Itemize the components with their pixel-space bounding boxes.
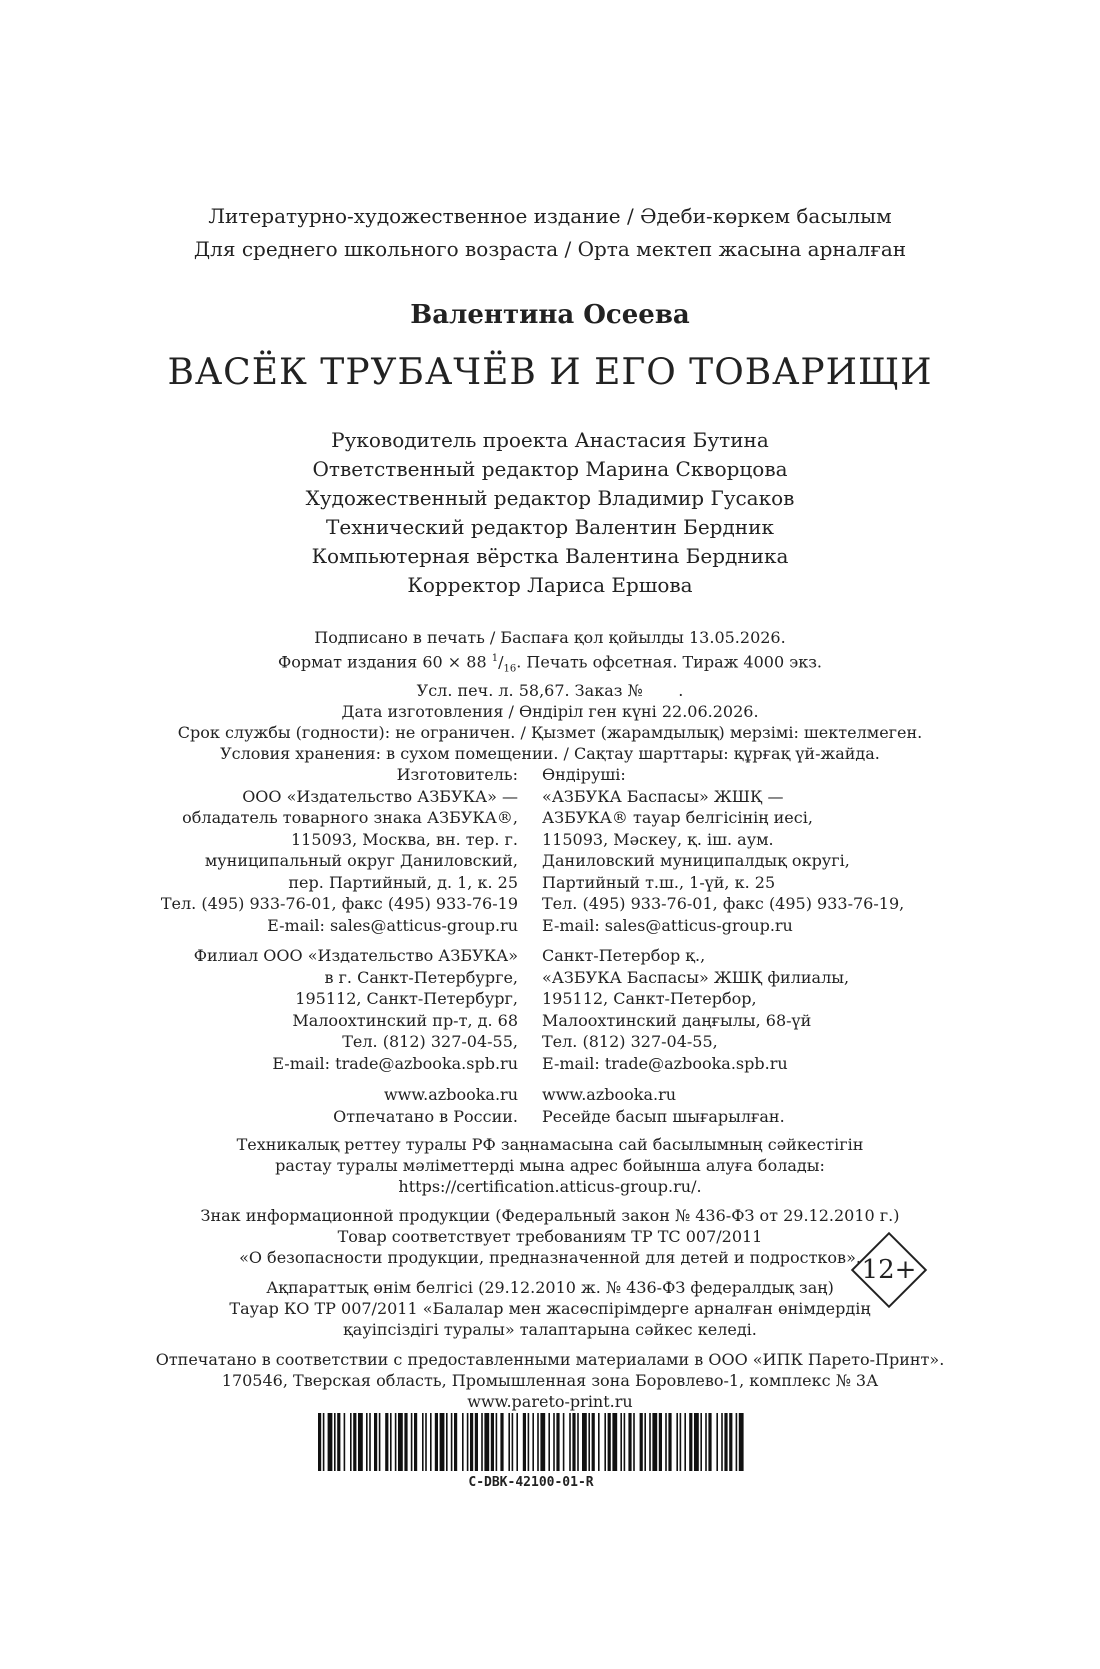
barcode-bar — [548, 1413, 550, 1471]
info-sign-line: Тауар КО ТР 007/2011 «Балалар мен жасөспірімдерге арналған өнімдердің — [229, 1299, 871, 1318]
info-sign-line: «О безопасности продукции, предназначенной для детей и подростков». — [239, 1248, 861, 1267]
barcode-bar — [572, 1413, 575, 1471]
info-sign-line: қауіпсіздігі туралы» талаптарына сәйкес келеді. — [343, 1320, 757, 1339]
address-line: E-mail: sales@atticus-group.ru — [542, 915, 793, 935]
address-line: 115093, Москва, вн. тер. г. — [291, 829, 518, 849]
address-line: E-mail: trade@azbooka.spb.ru — [272, 1053, 518, 1073]
genre-block — [0, 200, 1100, 266]
address-line: E-mail: sales@atticus-group.ru — [267, 915, 518, 935]
address-line: Филиал ООО «Издательство АЗБУКА» — [193, 946, 518, 965]
barcode-bar — [569, 1413, 571, 1471]
branch-ru — [194, 945, 518, 1074]
credit-line: Ответственный редактор Марина Скворцова — [312, 457, 788, 481]
barcode-bar — [739, 1413, 744, 1471]
address-line: Малоохтинский пр-т, д. 68 — [292, 1010, 518, 1030]
barcode-bar — [430, 1413, 432, 1471]
credit-line: Руководитель проекта Анастасия Бутина — [331, 428, 769, 452]
barcode-bar — [708, 1413, 711, 1471]
barcode-label: C-DBK-42100-01-R — [468, 1475, 594, 1490]
book-title: ВАСЁК ТРУБАЧЁВ И ЕГО ТОВАРИЩИ — [167, 352, 933, 393]
barcode-bar — [665, 1413, 667, 1471]
address-line: АЗБУКА® тауар белгісінің иесі, — [542, 808, 813, 827]
barcode-bar — [344, 1413, 346, 1471]
address-line: Изготовитель: — [396, 765, 518, 784]
credit-line: Корректор Лариса Ершова — [407, 573, 693, 597]
info-sign-block — [0, 1205, 1100, 1268]
barcode-bar — [540, 1413, 545, 1471]
format-suffix: . Печать офсетная. Тираж 4000 экз. — [516, 652, 822, 672]
age-rating-badge — [851, 1232, 927, 1308]
barcode-bar — [577, 1413, 579, 1471]
tech-reg-line: Техникалық реттеу туралы РФ заңнамасына сай басылымның сәйкестігін — [236, 1135, 864, 1154]
printer-line: Отпечатано в соответствии с предоставленными материалами в ООО «ИПК Парето-Принт». — [155, 1350, 945, 1369]
barcode-bar — [337, 1413, 340, 1471]
barcode-bar — [694, 1413, 699, 1471]
barcode-bar — [516, 1413, 518, 1471]
barcode-bar — [467, 1413, 469, 1471]
branch-kz — [542, 945, 849, 1074]
info-sign-line: Знак информационной продукции (Федеральный закон № 436-ФЗ от 29.12.2010 г.) — [200, 1206, 900, 1225]
barcode-bar — [633, 1413, 635, 1471]
barcode-bar — [508, 1413, 510, 1471]
barcode-bar — [350, 1413, 352, 1471]
info-sign-line: Ақпараттық өнім белгісі (29.12.2010 ж. № 436-ФЗ федералдық заң) — [266, 1278, 834, 1297]
manufacturer-kz — [542, 764, 904, 936]
address-line: обладатель товарного знака АЗБУКА®, — [182, 808, 518, 827]
address-line: Тел. (812) 327-04-55, — [342, 1032, 518, 1051]
barcode-bar — [700, 1413, 702, 1471]
barcode-bar — [398, 1413, 403, 1471]
format-fraction-num: 1 — [491, 653, 499, 664]
website-link: www.azbooka.ru — [383, 1085, 518, 1104]
printed-in: Ресейде басып шығарылған. — [542, 1106, 785, 1126]
barcode-bar — [640, 1413, 643, 1471]
barcode-bar — [374, 1413, 377, 1471]
barcode-bar — [328, 1413, 333, 1471]
barcode-bar — [563, 1413, 565, 1471]
barcode-bar — [556, 1413, 559, 1471]
credit-line: Компьютерная вёрстка Валентина Бердника — [311, 544, 789, 568]
barcode-bar — [724, 1413, 727, 1471]
barcode-bar — [484, 1413, 489, 1471]
barcode-bar — [334, 1413, 336, 1471]
barcode-bar — [649, 1413, 651, 1471]
address-line: Тел. (495) 933-76-01, факс (495) 933-76-19 — [160, 894, 518, 913]
barcode-bar — [379, 1413, 381, 1471]
barcode — [318, 1413, 744, 1497]
certification-url: https://certification.atticus-group.ru/. — [398, 1177, 702, 1196]
barcode-bar — [481, 1413, 483, 1471]
address-line: «АЗБУКА Баспасы» ЖШҚ — — [542, 786, 784, 806]
barcode-bar — [592, 1413, 595, 1471]
barcode-bar — [624, 1413, 626, 1471]
barcode-bar — [705, 1413, 707, 1471]
address-line: пер. Партийный, д. 1, к. 25 — [288, 872, 518, 892]
address-line: в г. Санкт-Петербурге, — [324, 967, 518, 987]
address-line: ООО «Издательство АЗБУКА» — — [242, 786, 518, 806]
sheets-line: Усл. печ. л. 58,67. Заказ № . — [416, 680, 684, 700]
barcode-bar — [496, 1413, 498, 1471]
print-info-block — [0, 627, 1100, 764]
barcode-bar — [446, 1413, 448, 1471]
barcode-bar — [598, 1413, 600, 1471]
barcode-bar — [604, 1413, 606, 1471]
barcode-bar — [652, 1413, 657, 1471]
barcode-bar — [608, 1413, 611, 1471]
barcode-bar — [721, 1413, 723, 1471]
barcode-bar — [689, 1413, 692, 1471]
address-line: Даниловский муниципалдық округі, — [542, 851, 850, 870]
barcode-bar — [422, 1413, 424, 1471]
printer-website: www.pareto-print.ru — [467, 1392, 633, 1411]
manufacture-date: Дата изготовления / Өндіріл ген күні 22.06.2026. — [341, 701, 759, 721]
barcode-bar — [369, 1413, 371, 1471]
address-line: 115093, Мәскеу, қ. іш. аум. — [542, 829, 774, 849]
format-line: Формат издания 60 × 88 $^1/_{16}$. Печать офсетная. Тираж 4000 экз. — [277, 652, 822, 675]
format-prefix: Формат издания 60 × 88 — [277, 652, 492, 672]
barcode-bar — [425, 1413, 427, 1471]
barcode-bar — [676, 1413, 678, 1471]
barcode-bar — [736, 1413, 738, 1471]
address-line: Партийный т.ш., 1-үй, к. 25 — [542, 872, 776, 892]
website-link: www.azbooka.ru — [542, 1085, 677, 1104]
author-name: Валентина Осеева — [410, 300, 690, 330]
address-line: Санкт-Петербор қ., — [542, 946, 706, 965]
barcode-bar — [553, 1413, 555, 1471]
age-rating-text: 12+ — [861, 1255, 917, 1285]
barcode-bar — [414, 1413, 417, 1471]
barcode-bar — [628, 1413, 631, 1471]
printer-address: 170546, Тверская область, Промышленная зона Боровлево-1, комплекс № 3А — [221, 1371, 879, 1390]
address-line: 195112, Санкт-Петербор, — [542, 989, 757, 1008]
barcode-bar — [620, 1413, 622, 1471]
barcode-bar — [435, 1413, 438, 1471]
barcode-bar — [390, 1413, 392, 1471]
barcode-bar — [475, 1413, 478, 1471]
barcode-bar — [532, 1413, 534, 1471]
barcode-bar — [366, 1413, 368, 1471]
barcode-bar — [404, 1413, 407, 1471]
address-line: Малоохтинский даңғылы, 68-үй — [542, 1010, 812, 1030]
barcode-bar — [528, 1413, 530, 1471]
address-line: муниципальный округ Даниловский, — [204, 851, 518, 870]
address-line: 195112, Санкт-Петербург, — [295, 989, 518, 1008]
barcode-bar — [470, 1413, 473, 1471]
web-block — [0, 1084, 1100, 1128]
barcode-bar — [454, 1413, 457, 1471]
barcode-bar — [612, 1413, 617, 1471]
age-group-line: Для среднего школьного возраста / Орта мектеп жасына арналған — [193, 237, 907, 261]
barcode-bar — [451, 1413, 453, 1471]
barcode-bar — [358, 1413, 363, 1471]
manufacturer-block — [0, 764, 1100, 936]
barcode-icon — [318, 1413, 744, 1471]
barcode-bar — [395, 1413, 397, 1471]
barcode-bar — [523, 1413, 526, 1471]
signed-date: Подписано в печать / Баспаға қол қойылды 13.05.2026. — [314, 628, 786, 647]
barcode-bar — [512, 1413, 514, 1471]
address-line: «АЗБУКА Баспасы» ЖШҚ филиалы, — [542, 967, 850, 987]
barcode-bar — [644, 1413, 646, 1471]
branch-block — [0, 945, 1100, 1076]
barcode-bar — [385, 1413, 388, 1471]
format-fraction-den: 16 — [503, 663, 517, 675]
shelf-life: Срок службы (годности): не ограничен. / Қызмет (жарамдылық) мерзімі: шектелмеген. — [177, 722, 923, 742]
address-line: Өндіруші: — [542, 765, 626, 784]
credit-line: Технический редактор Валентин Бердник — [326, 515, 774, 539]
barcode-bar — [462, 1413, 464, 1471]
barcode-bar — [537, 1413, 539, 1471]
barcode-bar — [588, 1413, 590, 1471]
manufacturer-ru — [161, 764, 518, 936]
info-sign-line: Товар соответствует требованиям ТР ТС 007/2011 — [337, 1227, 763, 1246]
barcode-bar — [684, 1413, 686, 1471]
genre-line: Литературно-художественное издание / Әдеби-көркем басылым — [208, 204, 892, 228]
barcode-bar — [668, 1413, 671, 1471]
address-line: E-mail: trade@azbooka.spb.ru — [542, 1053, 788, 1073]
printed-in: Отпечатано в России. — [333, 1106, 518, 1126]
printer-block — [0, 1349, 1100, 1412]
barcode-bar — [318, 1413, 321, 1471]
address-line: Тел. (812) 327-04-55, — [542, 1032, 718, 1051]
web-ru — [333, 1084, 518, 1127]
barcode-bar — [729, 1413, 732, 1471]
barcode-bar — [716, 1413, 718, 1471]
barcode-bar — [411, 1413, 413, 1471]
barcode-bar — [680, 1413, 682, 1471]
barcode-bar — [491, 1413, 494, 1471]
barcode-bar — [582, 1413, 587, 1471]
storage-conditions: Условия хранения: в сухом помещении. / Сақтау шарттары: құрғақ үй-жайда. — [220, 743, 880, 763]
credits-block — [0, 426, 1100, 600]
barcode-bar — [353, 1413, 356, 1471]
barcode-bar — [440, 1413, 445, 1471]
info-sign-kz-block — [0, 1277, 1100, 1340]
tech-regulation-block — [0, 1134, 1100, 1197]
barcode-bar — [659, 1413, 662, 1471]
credit-line: Художественный редактор Владимир Гусаков — [305, 486, 795, 510]
barcode-bar — [500, 1413, 503, 1471]
address-line: Тел. (495) 933-76-01, факс (495) 933-76-19, — [542, 894, 905, 913]
web-kz — [542, 1084, 785, 1127]
barcode-bar — [323, 1413, 325, 1471]
tech-reg-line: растау туралы мәліметтерді мына адрес бойынша алуға болады: — [275, 1156, 825, 1175]
